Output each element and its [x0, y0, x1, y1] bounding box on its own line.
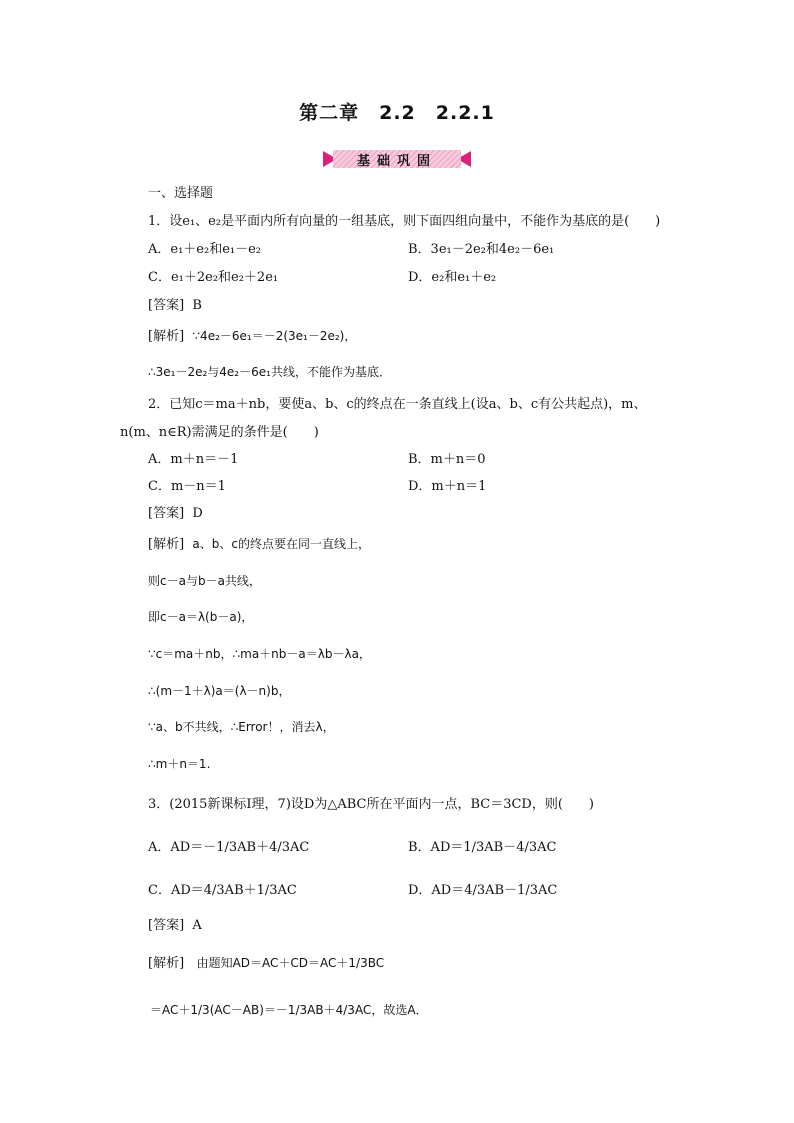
q1-analysis-line2: ∴3e₁－2e₂与4e₂－6e₁共线，不能作为基底．	[148, 365, 391, 379]
answer-tag: [答案]	[148, 918, 185, 933]
q3-option-b: B．AD＝1/3AB－4/3AC	[408, 840, 557, 855]
q1-option-a: A．e₁＋e₂和e₁－e₂	[148, 242, 262, 257]
answer-value: B	[192, 298, 202, 313]
page-title: 第二章 2.2 2.2.1	[299, 102, 495, 124]
q1-option-c: C．e₁＋2e₂和e₂＋2e₁	[148, 270, 279, 285]
analysis-line: ∵4e₂－6e₁＝－2(3e₁－2e₂)，	[192, 329, 357, 343]
analysis-tag: [解析]	[148, 956, 185, 971]
q3-option-d: D．AD＝4/3AB－1/3AC	[408, 883, 558, 898]
q2-stem-line1: 2．已知c＝ma＋nb，要使a、b、c的终点在一条直线上(设a、b、c有公共起点)，m、	[148, 397, 647, 412]
q2-analysis-line: 即c－a＝λ(b－a)，	[148, 610, 254, 624]
analysis-tag: [解析]	[148, 537, 185, 552]
q2-analysis-line: ∵c＝ma＋nb，∴ma＋nb－a＝λb－λa，	[148, 647, 371, 661]
q3-answer-row	[148, 918, 202, 934]
q3-option-a: A．AD＝－1/3AB＋4/3AC	[148, 840, 310, 855]
answer-value: D	[192, 506, 203, 521]
q2-stem-line2: n(m、n∈R)需满足的条件是( )	[120, 425, 319, 440]
analysis-tag: [解析]	[148, 329, 185, 344]
analysis-line: a、b、c的终点要在同一直线上，	[192, 537, 370, 551]
section-heading: 一、选择题	[148, 186, 214, 201]
q1-stem: 1．设e₁、e₂是平面内所有向量的一组基底，则下面四组向量中，不能作为基底的是( )	[148, 214, 661, 229]
q2-analysis-line: ∴m＋n＝1.	[148, 757, 211, 771]
q3-stem: 3．(2015新课标Ⅰ理，7)设D为△ABC所在平面内一点，BC＝3CD，则( )	[148, 797, 594, 812]
q3-analysis-row	[148, 955, 384, 972]
answer-tag: [答案]	[148, 298, 185, 313]
section-badge	[323, 148, 471, 170]
analysis-line: 由题知AD＝AC＋CD＝AC＋1/3BC	[196, 956, 385, 970]
q2-option-a: A．m＋n＝－1	[148, 452, 239, 467]
q2-answer-row	[148, 506, 203, 522]
q2-analysis-line: 则c－a与b－a共线，	[148, 574, 261, 588]
badge-label: 基础巩固	[356, 154, 437, 169]
answer-value: A	[192, 918, 202, 933]
answer-tag: [答案]	[148, 506, 185, 521]
q2-option-b: B．m＋n＝0	[408, 452, 486, 467]
q2-analysis-row	[148, 536, 370, 553]
q3-option-c: C．AD＝4/3AB＋1/3AC	[148, 883, 297, 898]
q2-analysis-line: ∴(m－1＋λ)a＝(λ－n)b，	[148, 684, 291, 698]
q1-option-d: D．e₂和e₁＋e₂	[408, 270, 497, 285]
q1-option-b: B．3e₁－2e₂和4e₂－6e₁	[408, 242, 555, 257]
q2-option-c: C．m－n＝1	[148, 479, 226, 494]
q3-analysis-line2: ＝AC＋1/3(AC－AB)＝－1/3AB＋4/3AC，故选A．	[150, 1003, 428, 1017]
q2-option-d: D．m＋n＝1	[408, 479, 487, 494]
q1-answer-row	[148, 298, 202, 314]
q2-analysis-line: ∵a、b不共线，∴Error！，消去λ，	[148, 720, 335, 734]
q1-analysis-row	[148, 328, 356, 345]
